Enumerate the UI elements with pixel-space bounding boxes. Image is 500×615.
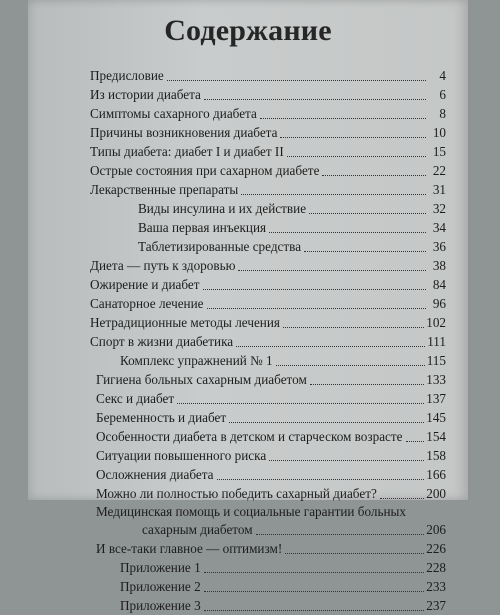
toc-entry-text: Приложение 3 — [120, 598, 201, 613]
toc-entry — [90, 256, 446, 275]
dot-leader — [203, 289, 426, 290]
toc-entry — [90, 199, 446, 218]
toc-page-number: 200 — [426, 486, 446, 501]
toc-entry — [90, 218, 446, 237]
dot-leader — [406, 441, 425, 442]
toc-page-number: 233 — [426, 579, 446, 594]
page-title: Содержание — [164, 14, 332, 47]
toc-entry — [90, 332, 446, 351]
toc-entry-text: Симптомы сахарного диабета — [90, 106, 257, 121]
toc-entry-text: Гигиена больных сахарным диабетом — [96, 372, 307, 387]
toc-page-number: 32 — [432, 201, 446, 216]
toc-entry-text: Секс и диабет — [96, 391, 175, 406]
toc-entry-text: Из истории диабета — [90, 87, 201, 102]
toc-entry — [90, 351, 446, 370]
dot-leader — [204, 610, 425, 611]
toc-entry-text: Особенности диабета в детском и старческом возрасте — [96, 429, 403, 444]
toc-page-number: 133 — [426, 372, 446, 387]
dot-leader — [204, 572, 425, 573]
dot-leader — [217, 479, 425, 480]
toc-entry-text: сахарным диабетом — [142, 522, 253, 537]
dot-leader — [207, 308, 426, 309]
toc-entry-text: Ожирение и диабет — [90, 277, 200, 292]
toc-entry-text: Нетрадиционные методы лечения — [90, 315, 280, 330]
toc-page-number: 22 — [432, 163, 446, 178]
toc-entry — [90, 596, 446, 615]
toc-entry-text: Приложение 2 — [120, 579, 201, 594]
toc-entry-text: Причины возникновения диабета — [90, 125, 278, 140]
toc-entry — [90, 577, 446, 596]
toc-entry — [90, 484, 446, 503]
dot-leader — [177, 403, 424, 404]
dot-leader — [269, 460, 424, 461]
toc-entry — [90, 408, 446, 427]
dot-leader — [269, 232, 426, 233]
toc-entry — [90, 104, 446, 123]
toc-page-number: 8 — [439, 106, 446, 121]
toc-entry-text: Предисловие — [90, 68, 164, 83]
toc-page-number: 102 — [426, 315, 446, 330]
toc-entry — [90, 161, 446, 180]
toc-page-number: 115 — [426, 353, 446, 368]
toc-entry-text: Лекарственные препараты — [90, 182, 239, 197]
toc-page-number: 38 — [432, 258, 446, 273]
toc-entry-text: Острые состояния при сахарном диабете — [90, 163, 320, 178]
toc-entry — [90, 123, 446, 142]
toc-entry — [90, 275, 446, 294]
toc-entry-text: Можно ли полностью победить сахарный диабет? — [96, 486, 377, 501]
toc-page-number: 36 — [432, 239, 446, 254]
toc-entry-multiline-line1 — [90, 503, 446, 520]
toc-entry-text: Осложнения диабета — [96, 467, 214, 482]
toc-page-number: 237 — [426, 598, 446, 613]
dot-leader — [236, 346, 425, 347]
toc-entry — [90, 237, 446, 256]
dot-leader — [241, 194, 426, 195]
dot-leader — [204, 99, 426, 100]
toc-page-number: 15 — [432, 144, 446, 159]
dot-leader — [276, 365, 425, 366]
toc-entry-text: Спорт в жизни диабетика — [90, 334, 234, 349]
toc-page-number: 84 — [432, 277, 446, 292]
toc-page-number: 34 — [432, 220, 446, 235]
dot-leader — [167, 80, 426, 81]
toc-page-number: 4 — [439, 68, 446, 83]
toc-entry-text: Санаторное лечение — [90, 296, 204, 311]
toc-entry — [90, 465, 446, 484]
dot-leader — [322, 175, 426, 176]
dot-leader — [238, 270, 426, 271]
toc-page-number: 158 — [426, 448, 446, 463]
dot-leader — [287, 156, 426, 157]
toc-entry — [90, 294, 446, 313]
toc-entry-text: Приложение 1 — [120, 560, 201, 575]
dot-leader — [256, 534, 425, 535]
toc-entry-text: Диета — путь к здоровью — [90, 258, 236, 273]
toc-entry — [90, 389, 446, 408]
toc-entry-text: И все-таки главное — оптимизм! — [96, 541, 283, 556]
toc-page-number: 228 — [426, 560, 446, 575]
dot-leader — [204, 591, 425, 592]
toc-page-number: 206 — [426, 522, 446, 537]
toc-entry-text: Ситуации повышенного риска — [96, 448, 267, 463]
toc-entry — [90, 370, 446, 389]
toc-entry — [90, 558, 446, 577]
toc-page-number: 137 — [426, 391, 446, 406]
dot-leader — [229, 422, 424, 423]
toc-entry-text: Медицинская помощь и социальные гарантии больных — [96, 504, 406, 519]
dot-leader — [309, 213, 426, 214]
toc-page-number: 145 — [426, 410, 446, 425]
dot-leader — [285, 553, 424, 554]
toc-entry-multiline-line2 — [90, 520, 446, 539]
toc-entry-text: Виды инсулина и их действие — [138, 201, 307, 216]
toc-entry-text: Типы диабета: диабет I и диабет II — [90, 144, 284, 159]
toc-page-number: 96 — [432, 296, 446, 311]
dot-leader — [283, 327, 424, 328]
toc-page-number: 10 — [432, 125, 446, 140]
toc-page-number: 6 — [439, 87, 446, 102]
toc-entry — [90, 539, 446, 558]
table-of-contents — [90, 66, 446, 615]
toc-entry-text: Ваша первая инъекция — [138, 220, 267, 235]
dot-leader — [260, 118, 426, 119]
dot-leader — [304, 251, 426, 252]
toc-entry — [90, 180, 446, 199]
dot-leader — [380, 498, 424, 499]
toc-entry-text: Беременность и диабет — [96, 410, 227, 425]
toc-entry-text: Комплекс упражнений № 1 — [120, 353, 273, 368]
toc-entry — [90, 142, 446, 161]
toc-page-number: 154 — [426, 429, 446, 444]
toc-entry — [90, 85, 446, 104]
toc-entry — [90, 66, 446, 85]
toc-entry — [90, 427, 446, 446]
toc-page-number: 226 — [426, 541, 446, 556]
toc-page-number: 31 — [432, 182, 446, 197]
toc-entry — [90, 313, 446, 332]
toc-entry-text: Таблетизированные средства — [138, 239, 302, 254]
toc-page-number: 111 — [427, 334, 446, 349]
toc-page-number: 166 — [426, 467, 446, 482]
toc-entry — [90, 446, 446, 465]
dot-leader — [310, 384, 424, 385]
dot-leader — [280, 137, 426, 138]
book-page — [28, 0, 468, 613]
